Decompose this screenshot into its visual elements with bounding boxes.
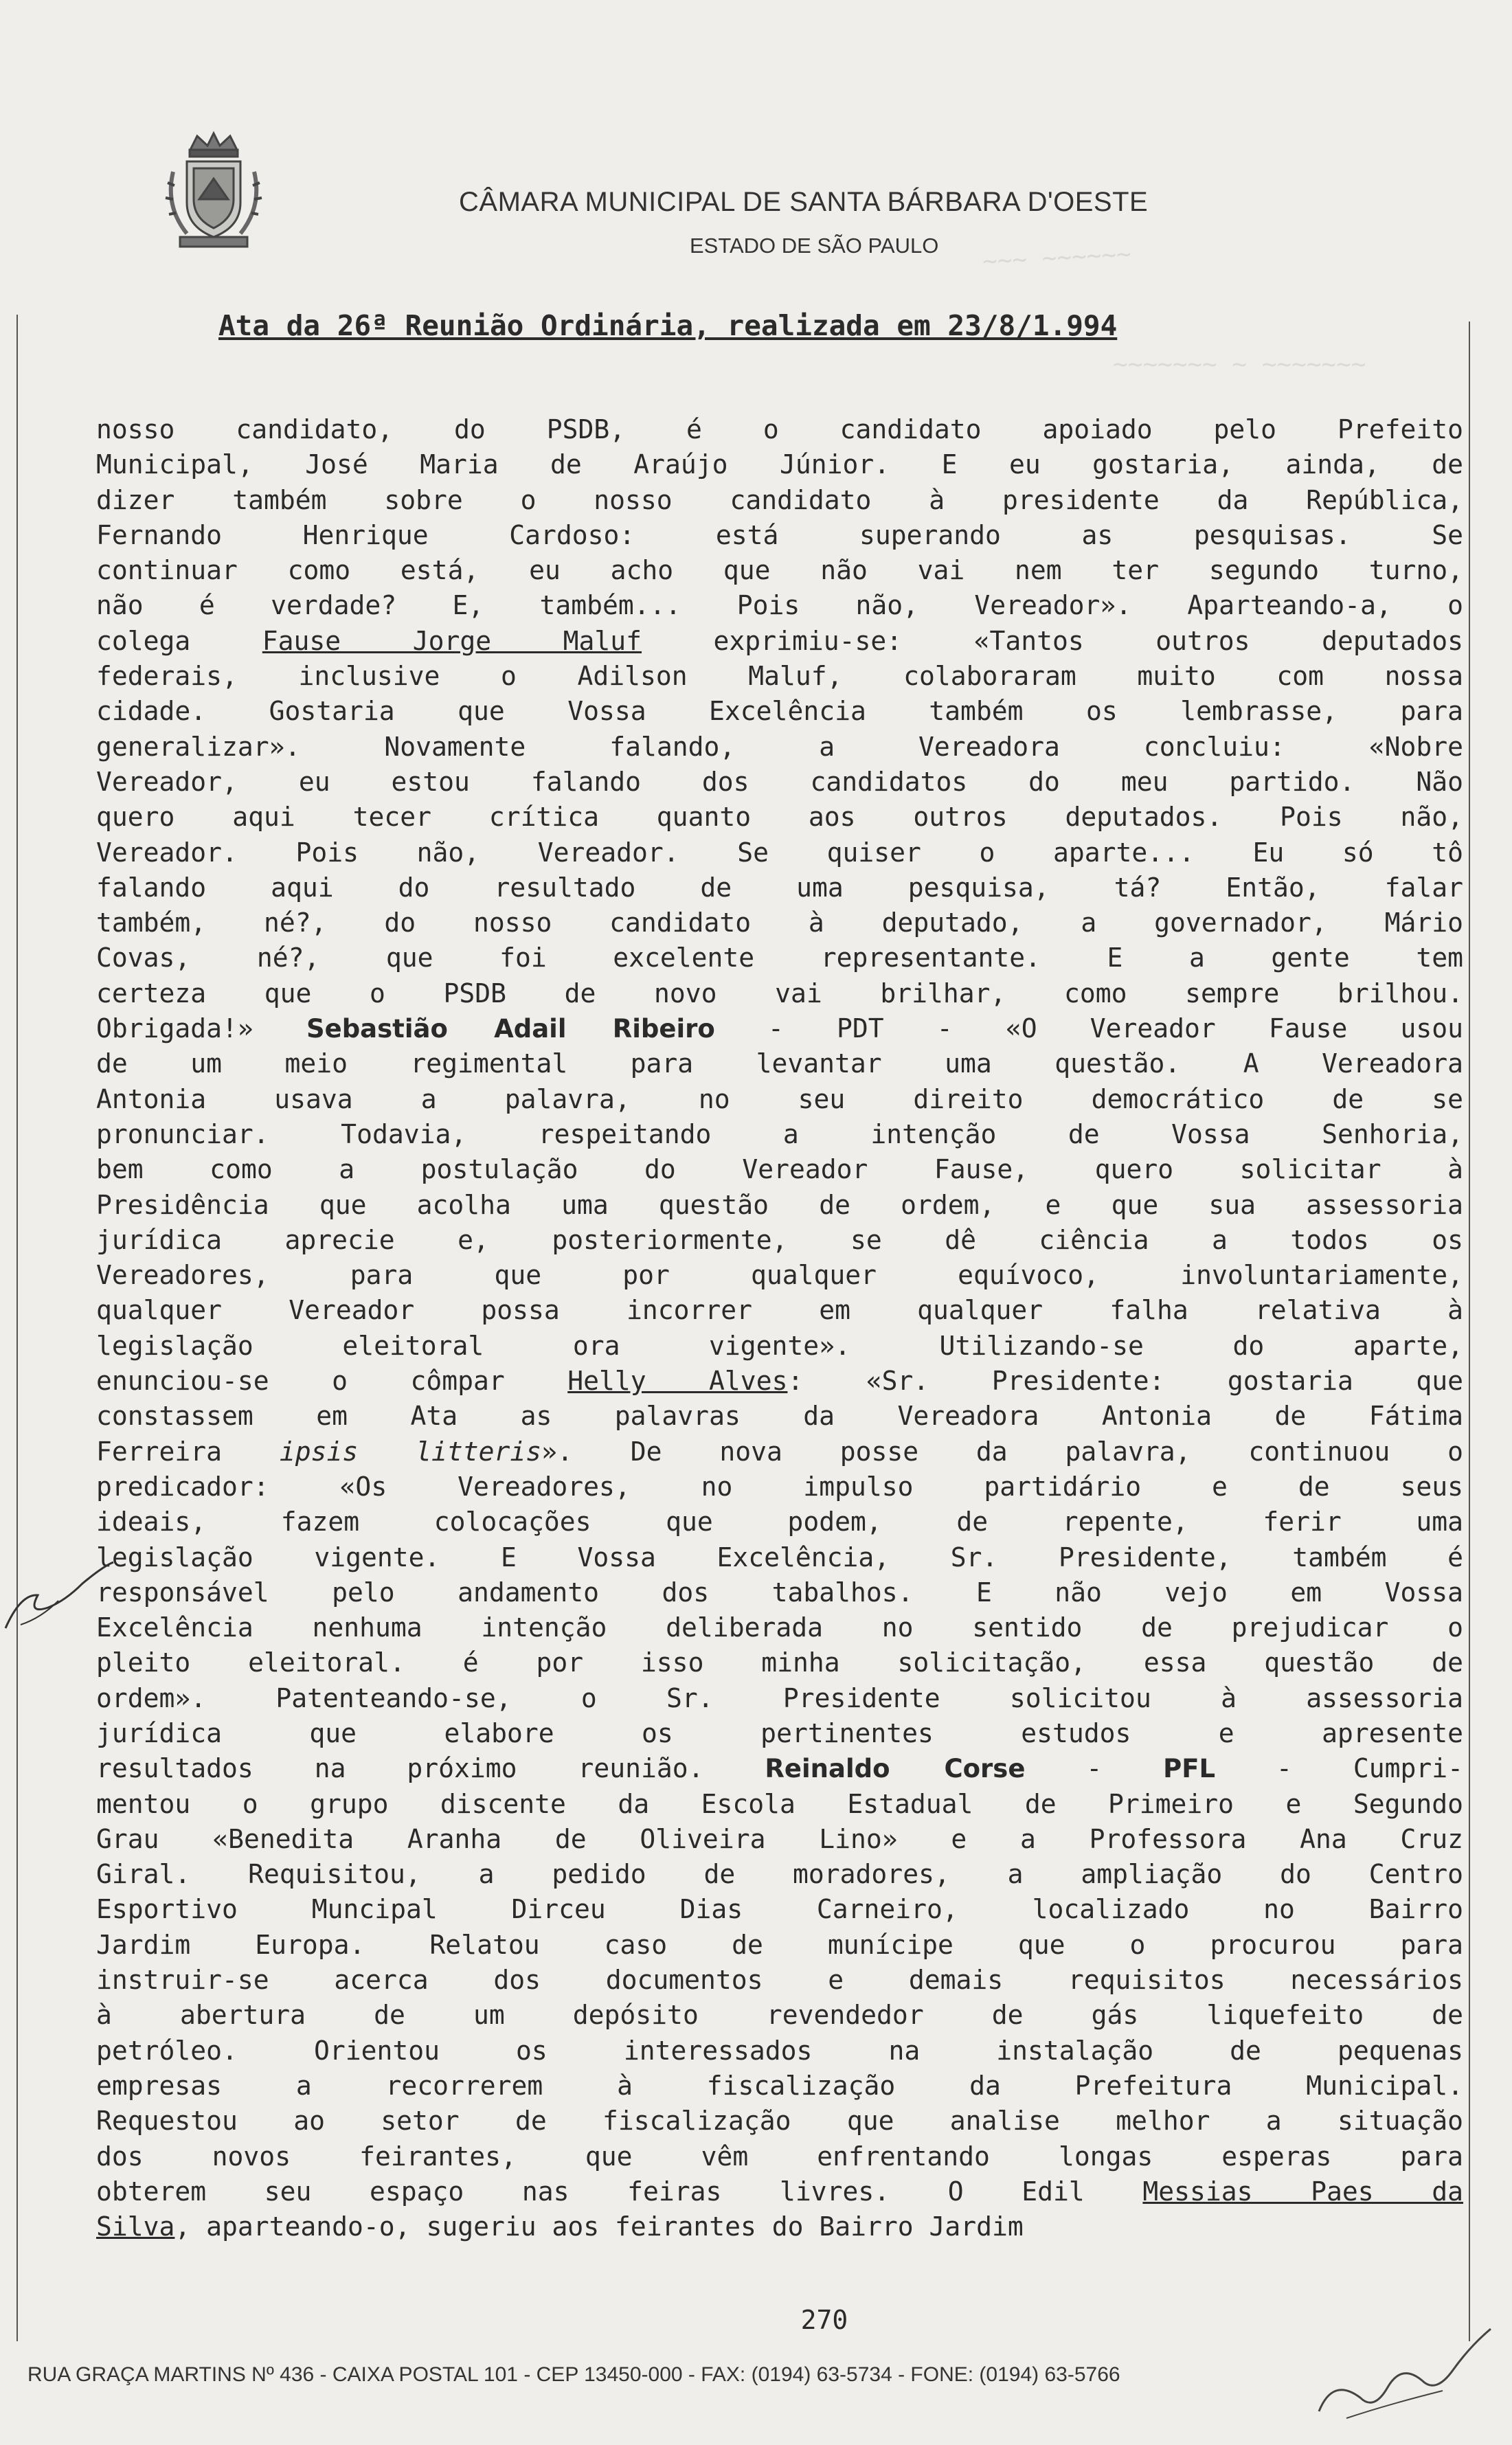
text-segment: dos novos feirantes, que vêm enfrentando longas esperas para	[96, 2141, 1463, 2172]
text-segment: predicador: «Os Vereadores, no impulso partidário e de seus	[96, 1471, 1463, 1502]
text-segment: pronunciar. Todavia, respeitando a intenção de Vossa Senhoria,	[96, 1118, 1463, 1149]
text-segment: constassem em Ata as palavras da Vereadora Antonia de Fátima	[96, 1401, 1463, 1432]
text-line	[96, 870, 1463, 905]
text-segment: resultados na próximo reunião.	[96, 1753, 765, 1784]
text-segment: cidade. Gostaria que Vossa Excelência também os lembrasse, para	[96, 696, 1463, 727]
text-segment: à abertura de um depósito revendedor de gás liquefeito de	[96, 2000, 1463, 2031]
text-line	[96, 976, 1463, 1011]
text-line	[96, 1645, 1463, 1680]
text-line	[96, 1117, 1463, 1152]
text-segment: jurídica aprecie e, posteriormente, se dê ciência a todos os	[96, 1224, 1463, 1255]
text-line	[96, 1399, 1463, 1434]
text-line	[96, 694, 1463, 729]
text-line	[96, 1082, 1463, 1117]
text-segment: Requestou ao setor de fiscalização que analise melhor a situação	[96, 2106, 1463, 2137]
text-line	[96, 1610, 1463, 1645]
text-segment: petróleo. Orientou os interessados na instalação de pequenas	[96, 2035, 1463, 2066]
text-line	[96, 835, 1463, 870]
text-segment: exprimiu-se: «Tantos outros deputados	[642, 625, 1463, 656]
text-line	[96, 1364, 1463, 1399]
text-line	[96, 1575, 1463, 1610]
text-segment: responsável pelo andamento dos tabalhos. E não vejo em Vossa	[96, 1577, 1463, 1608]
text-line	[96, 1293, 1463, 1328]
text-segment: Antonia usava a palavra, no seu direito democrático de se	[96, 1083, 1463, 1114]
speaker-name: Sebastião Adail Ribeiro	[306, 1014, 715, 1044]
text-line	[96, 800, 1463, 835]
text-segment: jurídica que elabore os pertinentes estudos e apresente	[96, 1717, 1463, 1748]
text-segment: não é verdade? E, também... Pois não, Vereador». Aparteando-a, o	[96, 590, 1463, 621]
text-segment: federais, inclusive o Adilson Maluf, colaboraram muito com nossa	[96, 661, 1463, 692]
text-segment: obterem seu espaço nas feiras livres. O Edil	[96, 2176, 1143, 2207]
text-segment: continuar como está, eu acho que não vai nem ter segundo turno,	[96, 555, 1463, 586]
text-segment: Excelência nenhuma intenção deliberada no sentido de prejudicar o	[96, 1612, 1463, 1643]
text-line	[96, 765, 1463, 800]
speaker-name: Reinaldo Corse	[765, 1754, 1026, 1784]
left-margin-line	[16, 315, 18, 2341]
right-margin-line	[1469, 322, 1470, 2341]
text-line	[96, 1434, 1463, 1469]
coat-of-arms-emblem	[159, 131, 268, 253]
text-line	[96, 1223, 1463, 1258]
text-segment: Giral. Requisitou, a pedido de moradores, a ampliação do Centro	[96, 1859, 1463, 1890]
text-line	[96, 2104, 1463, 2139]
text-segment: Vereador. Pois não, Vereador. Se quiser o aparte... Eu só tô	[96, 837, 1463, 868]
text-line	[96, 1751, 1463, 1786]
text-segment: quero aqui tecer crítica quanto aos outros deputados. Pois não,	[96, 802, 1463, 833]
text-line	[96, 1329, 1463, 1364]
text-segment: generalizar». Novamente falando, a Vereadora concluiu: «Nobre	[96, 731, 1463, 762]
text-line	[96, 1046, 1463, 1081]
text-line	[96, 2033, 1463, 2069]
text-line	[96, 1469, 1463, 1505]
underlined-name: Fause Jorge Maluf	[262, 625, 642, 656]
text-line	[96, 588, 1463, 623]
text-line	[96, 1716, 1463, 1751]
text-line	[96, 412, 1463, 447]
text-line	[96, 447, 1463, 482]
text-line	[96, 1998, 1463, 2033]
text-segment: legislação eleitoral ora vigente». Utilizando-se do aparte,	[96, 1330, 1463, 1361]
text-line	[96, 518, 1463, 553]
text-segment: dizer também sobre o nosso candidato à presidente da República,	[96, 484, 1463, 515]
text-segment: enunciou-se o cômpar	[96, 1366, 568, 1397]
text-line	[96, 1152, 1463, 1187]
text-segment: qualquer Vereador possa incorrer em qualquer falha relativa à	[96, 1295, 1463, 1326]
text-line	[96, 2069, 1463, 2104]
institution-name: CÂMARA MUNICIPAL DE SANTA BÁRBARA D'OESTE	[459, 187, 1149, 217]
text-segment: falando aqui do resultado de uma pesquisa, tá? Então, falar	[96, 872, 1463, 903]
underlined-name: Helly Alves	[567, 1366, 788, 1397]
minutes-title: Ata da 26ª Reunião Ordinária, realizada em 23/8/1.994	[218, 309, 1118, 342]
text-line	[96, 1787, 1463, 1822]
text-segment: Ferreira	[96, 1436, 280, 1467]
text-segment: Grau «Benedita Aranha de Oliveira Lino» e a Professora Ana Cruz	[96, 1823, 1463, 1854]
text-segment: -	[1025, 1753, 1164, 1784]
page-number: 270	[800, 2305, 848, 2335]
show-through-bleed: ~~~ ~~~~~~	[982, 240, 1132, 276]
text-line	[96, 1188, 1463, 1223]
text-line	[96, 624, 1463, 659]
margin-initials-signature	[0, 1553, 117, 1635]
text-line	[96, 1681, 1463, 1716]
text-line	[96, 1928, 1463, 1963]
minutes-body	[96, 412, 1463, 2244]
text-line	[96, 1963, 1463, 1998]
text-segment: colega	[96, 625, 262, 656]
speaker-name: PFL	[1163, 1754, 1216, 1784]
text-line	[96, 1258, 1463, 1293]
text-line	[96, 659, 1463, 694]
underlined-name: Silva	[96, 2211, 175, 2242]
text-segment: certeza que o PSDB de novo vai brilhar, como sempre brilhou.	[96, 978, 1463, 1009]
text-segment: instruir-se acerca dos documentos e demais requisitos necessários	[96, 1965, 1463, 1996]
text-segment: mentou o grupo discente da Escola Estadual de Primeiro e Segundo	[96, 1788, 1463, 1819]
text-segment: Presidência que acolha uma questão de ordem, e que sua assessoria	[96, 1189, 1463, 1220]
text-segment: Obrigada!»	[96, 1013, 306, 1044]
text-line	[96, 730, 1463, 765]
show-through-bleed: ~~~~~~~ ~ ~~~~~~~	[1113, 350, 1366, 379]
text-segment: Vereador, eu estou falando dos candidatos do meu partido. Não	[96, 766, 1463, 797]
text-line	[96, 2174, 1463, 2209]
text-line	[96, 1822, 1463, 1857]
text-line	[96, 1540, 1463, 1575]
text-segment: bem como a postulação do Vereador Fause, quero solicitar à	[96, 1154, 1463, 1185]
text-segment: - PDT - «O Vereador Fause usou	[714, 1013, 1463, 1044]
text-line	[96, 905, 1463, 940]
text-segment: : «Sr. Presidente: gostaria que	[787, 1366, 1463, 1397]
text-line	[96, 940, 1463, 976]
text-line	[96, 1011, 1463, 1046]
underlined-name: Messias Paes da	[1142, 2176, 1463, 2207]
state-name: ESTADO DE SÃO PAULO	[690, 234, 939, 258]
text-segment: ideais, fazem colocações que podem, de repente, ferir uma	[96, 1507, 1463, 1537]
text-segment: ». De nova posse da palavra, continuou o	[541, 1436, 1463, 1467]
text-segment: Municipal, José Maria de Araújo Júnior. E eu gostaria, ainda, de	[96, 449, 1463, 480]
text-segment: - Cumpri-	[1215, 1753, 1463, 1784]
text-line	[96, 483, 1463, 518]
text-line	[96, 553, 1463, 588]
text-line	[96, 2139, 1463, 2174]
text-segment: Esportivo Muncipal Dirceu Dias Carneiro, localizado no Bairro	[96, 1894, 1463, 1925]
text-segment: nosso candidato, do PSDB, é o candidato apoiado pelo Prefeito	[96, 414, 1463, 444]
text-line	[96, 1892, 1463, 1927]
text-segment: também, né?, do nosso candidato à deputado, a governador, Mário	[96, 908, 1463, 938]
footer-address: RUA GRAÇA MARTINS Nº 436 - CAIXA POSTAL 101 - CEP 13450-000 - FAX: (0194) 63-5734 - FONE: (0194) 63-5766	[27, 2363, 1120, 2386]
text-segment: legislação vigente. E Vossa Excelência, Sr. Presidente, também é	[96, 1542, 1463, 1573]
text-segment: Vereadores, para que por qualquer equívoco, involuntariamente,	[96, 1260, 1463, 1291]
text-line	[96, 1857, 1463, 1892]
text-segment: ordem». Patenteando-se, o Sr. Presidente solicitou à assessoria	[96, 1682, 1463, 1713]
handwritten-signature	[1305, 2322, 1498, 2425]
text-segment: pleito eleitoral. é por isso minha solicitação, essa questão de	[96, 1647, 1463, 1678]
text-line	[96, 1505, 1463, 1540]
text-segment: Jardim Europa. Relatou caso de munícipe que o procurou para	[96, 1929, 1463, 1960]
text-segment: , aparteando-o, sugeriu aos feirantes do Bairro Jardim	[174, 2211, 1024, 2242]
text-segment: empresas a recorrerem à fiscalização da Prefeitura Municipal.	[96, 2070, 1463, 2101]
text-segment: Fernando Henrique Cardoso: está superando as pesquisas. Se	[96, 519, 1463, 550]
text-segment: Covas, né?, que foi excelente representante. E a gente tem	[96, 943, 1463, 973]
latin-phrase: ipsis litteris	[279, 1436, 542, 1467]
text-line	[96, 2209, 1463, 2244]
text-segment: de um meio regimental para levantar uma questão. A Vereadora	[96, 1048, 1463, 1079]
